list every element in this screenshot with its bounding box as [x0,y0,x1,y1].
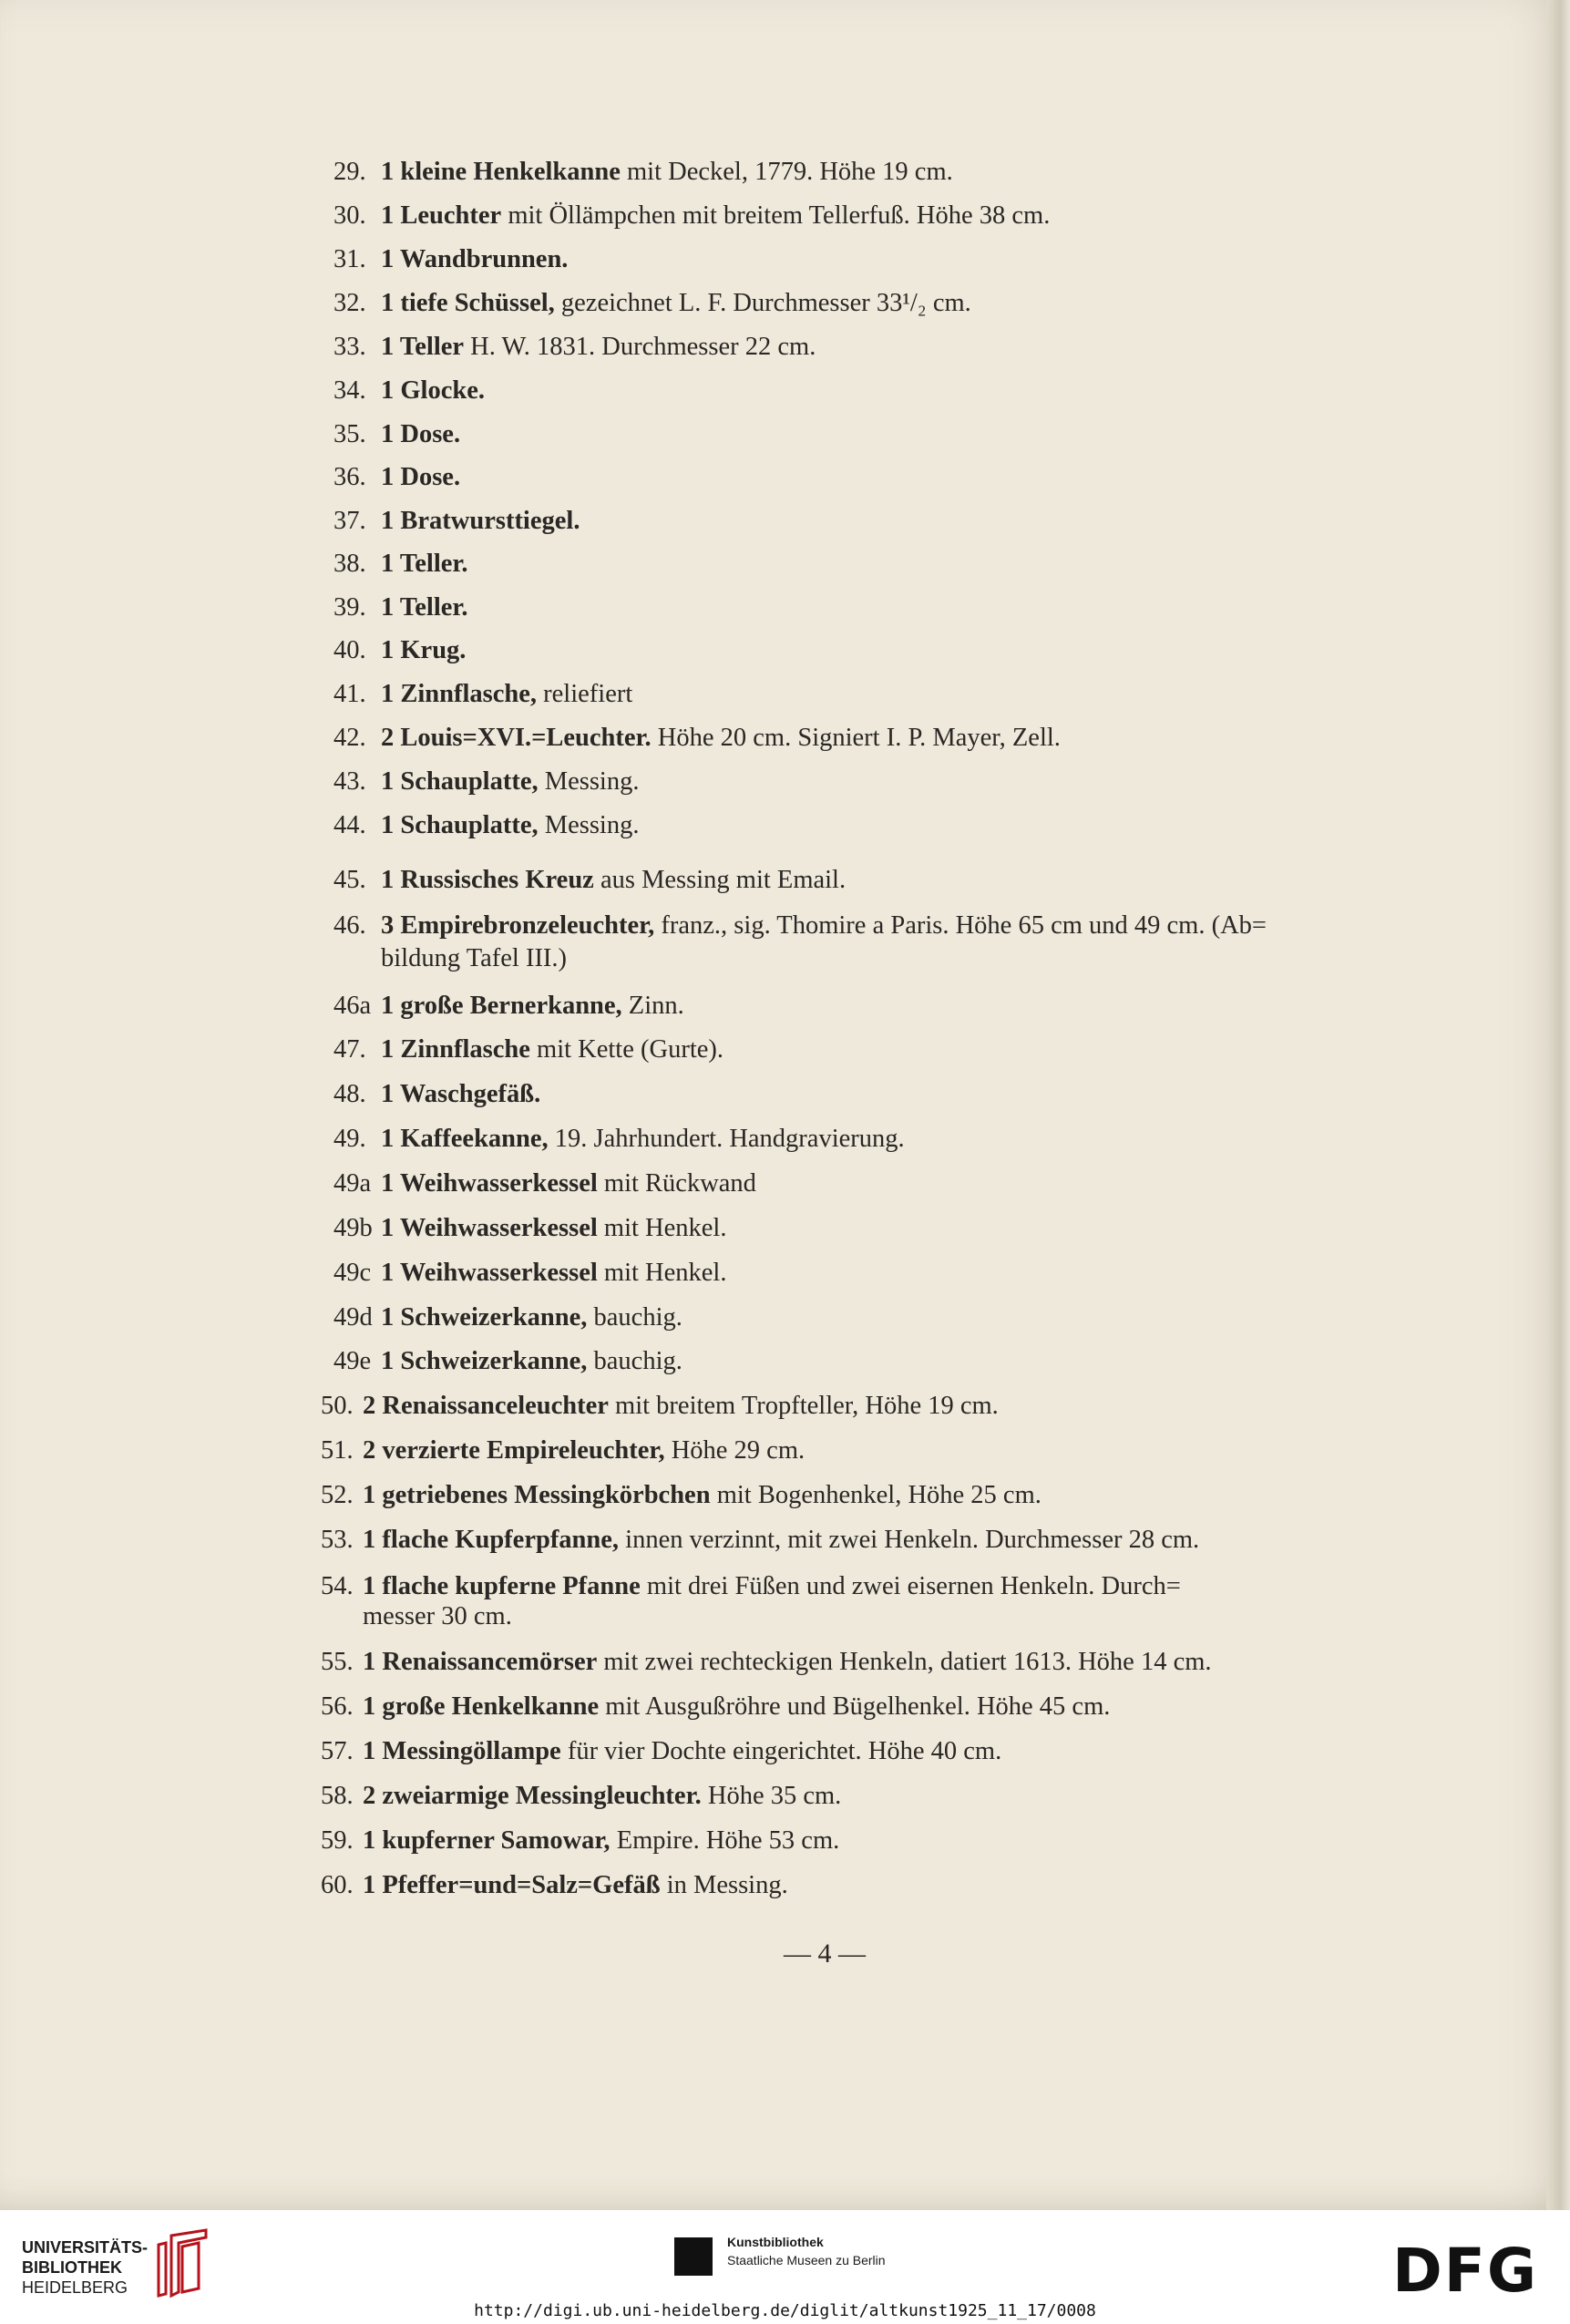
library-line-2: BIBLIOTHEK [22,2258,122,2277]
item-description: mit Öllämpchen mit breitem Tellerfuß. Höhe 38 cm. [501,201,1051,230]
item-description: Höhe 20 cm. Signiert I. P. Mayer, Zell. [651,724,1061,752]
item-description: mit breitem Tropfteller, Höhe 19 cm. [608,1392,999,1420]
item-number: 44. [333,811,366,839]
item-title: 1 Russisches Kreuz [381,866,594,894]
item-title: 1 Krug. [381,636,467,664]
item-number: 49b [333,1214,373,1242]
item-title: 1 Pfeffer=und=Salz=Gefäß [363,1871,661,1899]
item-description: mit Henkel. [597,1214,727,1242]
item-number: 42. [333,724,366,752]
item-description: aus Messing mit Email. [593,866,847,894]
item-number: 33. [333,333,366,361]
dfg-logo: DFG [1392,2236,1539,2306]
item-title: 1 Waschgefäß. [381,1080,541,1108]
item-title: 1 kupferner Samowar, [363,1826,611,1855]
item-title: 1 Kaffeekanne, [381,1125,549,1153]
item-title: 1 Leuchter [381,201,502,230]
kb-line-2: Staatliche Museen zu Berlin [727,2253,886,2267]
item-title: 1 Messingöllampe [363,1737,561,1765]
item-number: 52. [321,1481,354,1509]
item-title: 1 Teller. [381,593,468,622]
item-number: 50. [321,1392,354,1420]
item-description: bauchig. [587,1347,682,1375]
item-title: 1 Dose. [381,463,461,491]
item-number: 56. [321,1692,354,1721]
item-description: gezeichnet L. F. Durchmesser 33¹/₂ cm. [554,289,971,317]
item-number: 40. [333,636,366,664]
scanned-page: 29. 1 kleine Henkelkanne mit Deckel, 1779. Höhe 19 cm. 30. 1 Leuchter mit Öllämpchen mit breitem Tellerfuß. Höhe 38 cm. 31. 1 Wandbrunnen. 32. 1 tiefe Schüssel, gezeichnet L. F. Durchmesser 33¹/₂ cm. 33. 1 Teller H. W. 1831. Durchmesser 22 cm. 34. 1 Glocke. 35. 1 Dose. 36. 1 Dose. 37. 1 Bratwursttiegel. 38. 1 Teller. 39. 1 Teller. 40. 1 Krug. 41. 1 Zinnflasche, reliefiert 42. 2 Louis=XVI.=Leuchter. Höhe 20 cm. Signiert I. P. Mayer, Zell. 43. 1 Schauplatte, Messing. 44. 1 Schauplatte, Messing. 45. 1 Russisches Kreuz aus Messing mit Email. 46. 3 Empirebronzeleuchter, franz., sig. Thomire a Paris. Höhe 65 cm und 49 cm. (Ab= bildung Tafel III.) 46a 1 große Bernerkanne, Zinn. 47. 1 Zinnflasche mit Kette (Gurte). 48. 1 Waschgefäß. 49. 1 Kaffeekanne, 19. Jahrhundert. Handgravierung. 49a 1 Weihwasserkessel mit Rückwand 49b 1 Weihwasserkessel mit Henkel. 49c 1 Weihwasserkessel mit Henkel. 49d 1 Schweizerkanne, bauchig. 49e 1 Schweizerkanne, bauchig. 50. 2 Renaissanceleuchter mit breitem Tropfteller, Höhe 19 cm. 51. 2 verzierte Empireleuchter, Höhe 29 cm. 52. 1 getriebenes Messingkörbchen mit Bogenhenkel, Höhe 25 cm. 53. 1 flache Kupferpfanne, innen verzinnt, mit zwei Henkeln. Durchmesser 28 cm. 54. 1 flache kupferne Pfanne mit drei Füßen und zwei eisernen Henkeln. Durch= messer 30 cm. 55. 1 Renaissancemörser mit zwei rechteckigen Henkeln, datiert 1613. Höhe 14 cm. 56. 1 große Henkelkanne mit Ausgußröhre und Bügelhenkel. Höhe 45 cm. 57. 1 Messingöllampe für vier Dochte eingerichtet. Höhe 40 cm. 58. 2 zweiarmige Messingleuchter. Höhe 35 cm. 59. 1 kupferner Samowar, Empire. Höhe 53 cm. 60. 1 Pfeffer=und=Salz=Gefäß in Messing. — 4 — [0,0,1570,2210]
item-number: 53. [321,1526,354,1554]
kb-line-1: Kunstbibliothek [727,2235,824,2249]
item-title: 1 getriebenes Messingkörbchen [363,1481,711,1509]
item-description: Messing. [538,811,640,839]
item-title: 1 Wandbrunnen. [381,245,569,273]
item-number: 51. [321,1436,354,1465]
item-title: 1 flache Kupferpfanne, [363,1526,620,1554]
item-title: 1 Schauplatte, [381,811,539,839]
item-number: 60. [321,1871,354,1899]
item-continuation: messer 30 cm. [363,1602,512,1630]
item-description: Empire. Höhe 53 cm. [610,1826,840,1855]
item-number: 49a [333,1169,372,1198]
item-description: Höhe 29 cm. [664,1436,806,1465]
item-number: 46. [333,911,366,940]
item-number: 59. [321,1826,354,1855]
item-description: H. W. 1831. Durchmesser 22 cm. [464,333,816,361]
item-title: 1 Teller. [381,550,468,578]
kunstbibliothek-logo-icon [674,2237,713,2276]
item-number: 54. [321,1572,354,1600]
item-description: reliefiert [537,680,633,708]
item-number: 32. [333,289,366,317]
item-number: 45. [333,866,366,894]
item-title: 1 Zinnflasche [381,1035,530,1064]
item-title: 1 Schauplatte, [381,767,539,796]
item-title: 1 tiefe Schüssel, [381,289,555,317]
item-number: 43. [333,767,366,796]
item-number: 29. [333,158,366,186]
item-title: 1 Weihwasserkessel [381,1259,598,1287]
item-title: 1 Bratwursttiegel. [381,507,580,535]
item-title: 2 Louis=XVI.=Leuchter. [381,724,652,752]
kunstbibliothek-name [727,2233,886,2269]
item-number: 48. [333,1080,366,1108]
item-title: 1 Renaissancemörser [363,1648,598,1676]
item-title: 1 Weihwasserkessel [381,1169,598,1198]
item-title: 2 zweiarmige Messingleuchter. [363,1782,702,1810]
item-number: 47. [333,1035,366,1064]
item-number: 41. [333,680,366,708]
library-name [22,2237,148,2298]
item-description: mit Deckel, 1779. Höhe 19 cm. [620,158,953,186]
item-description: in Messing. [660,1871,788,1899]
item-title: 1 Zinnflasche, [381,680,538,708]
library-line-3: HEIDELBERG [22,2278,128,2297]
item-number: 34. [333,376,366,405]
item-description: 19. Jahrhundert. Handgravierung. [548,1125,905,1153]
item-title: 1 Schweizerkanne, [381,1347,588,1375]
item-continuation: bildung Tafel III.) [381,944,568,972]
item-number: 36. [333,463,366,491]
item-title: 1 Dose. [381,420,461,448]
item-description: mit Henkel. [597,1259,727,1287]
item-number: 38. [333,550,366,578]
item-title: 1 Teller [381,333,465,361]
item-title: 1 große Henkelkanne [363,1692,600,1721]
item-title: 1 flache kupferne Pfanne [363,1572,641,1600]
item-number: 57. [321,1737,354,1765]
item-title: 3 Empirebronzeleuchter, [381,911,655,940]
page-edge-shadow [1546,0,1570,2210]
item-description: mit Kette (Gurte). [529,1035,724,1064]
item-description: Messing. [538,767,640,796]
item-number: 58. [321,1782,354,1810]
item-number: 55. [321,1648,354,1676]
item-description: mit Bogenhenkel, Höhe 25 cm. [710,1481,1042,1509]
item-title: 1 Schweizerkanne, [381,1303,588,1332]
item-title: 2 verzierte Empireleuchter, [363,1436,665,1465]
item-description: für vier Dochte eingerichtet. Höhe 40 cm. [560,1737,1002,1765]
item-description: franz., sig. Thomire a Paris. Höhe 65 cm und 49 cm. (Ab= [654,911,1267,940]
item-title: 1 Glocke. [381,376,485,405]
item-number: 49e [333,1347,372,1375]
item-description: mit Ausgußröhre und Bügelhenkel. Höhe 45 cm. [599,1692,1111,1721]
library-line-1: UNIVERSITÄTS- [22,2238,149,2257]
source-url[interactable]: http://digi.ub.uni-heidelberg.de/diglit/altkunst1925_11_17/0008 [474,2301,1096,2320]
item-number: 35. [333,420,366,448]
item-description: mit drei Füßen und zwei eisernen Henkeln. Durch= [640,1572,1181,1600]
item-title: 1 Weihwasserkessel [381,1214,598,1242]
item-number: 37. [333,507,366,535]
item-number: 49. [333,1125,366,1153]
item-description: bauchig. [587,1303,682,1332]
item-title: 1 kleine Henkelkanne [381,158,621,186]
footer-bar [0,2210,1570,2324]
item-description: Höhe 35 cm. [701,1782,842,1810]
item-number: 30. [333,201,366,230]
item-description: innen verzinnt, mit zwei Henkeln. Durchmesser 28 cm. [619,1526,1200,1554]
item-number: 49c [333,1259,372,1287]
item-title: 2 Renaissanceleuchter [363,1392,609,1420]
item-description: mit Rückwand [597,1169,756,1198]
item-number: 39. [333,593,366,622]
item-description: Zinn. [621,992,684,1020]
item-number: 46a [333,992,372,1020]
item-title: 1 große Bernerkanne, [381,992,622,1020]
item-number: 31. [333,245,366,273]
item-description: mit zwei rechteckigen Henkeln, datiert 1613. Höhe 14 cm. [597,1648,1212,1676]
library-logo-icon [153,2226,217,2299]
item-number: 49d [333,1303,373,1332]
